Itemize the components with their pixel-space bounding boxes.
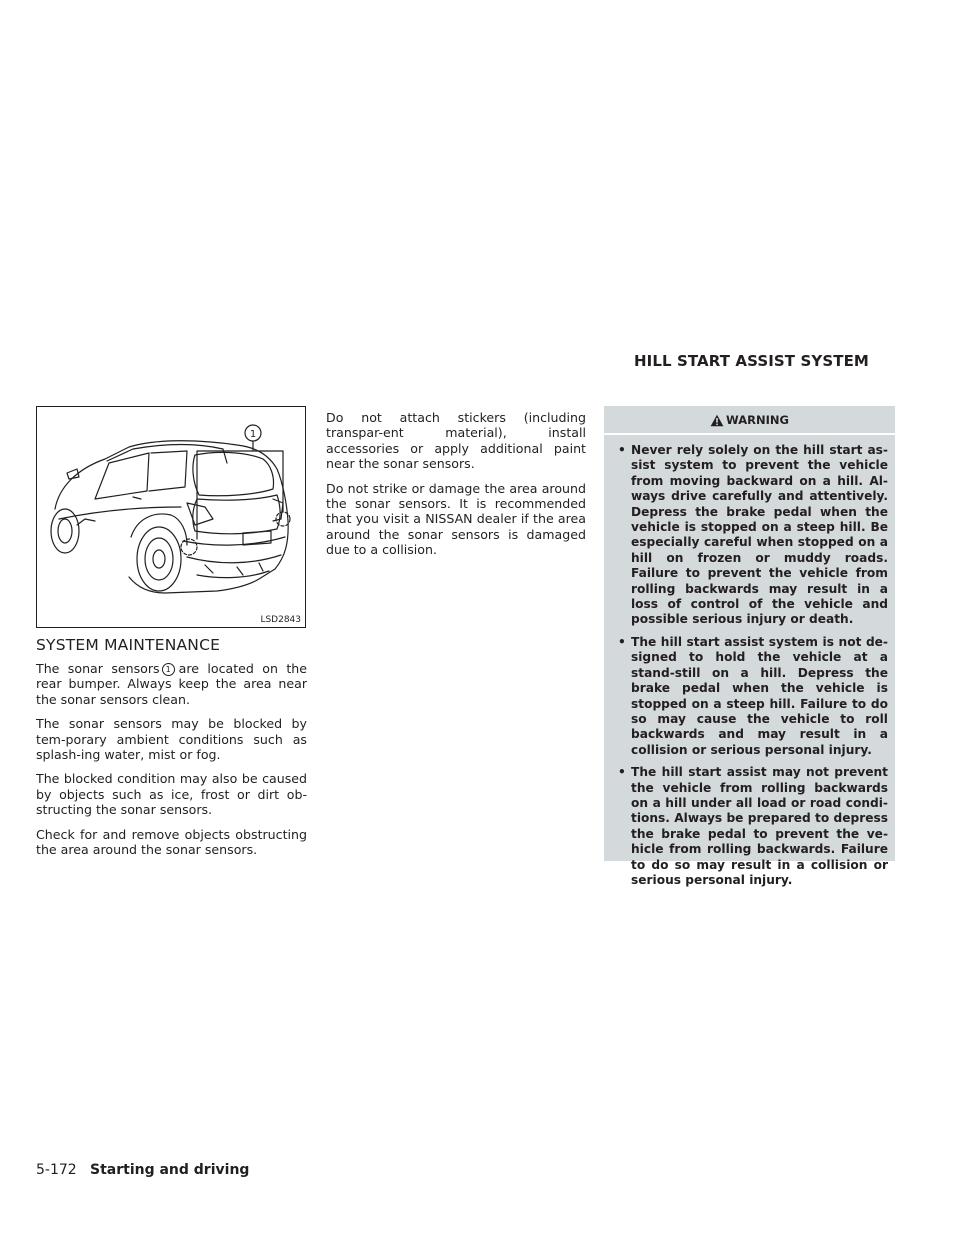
warning-divider [604,433,895,435]
circled-number-icon: 1 [162,663,175,676]
maintenance-text [36,661,307,866]
paragraph-damage: Do not strike or damage the area around the sonar sensors. It is recommended that you visit a NISSAN dealer if the area around the sonar sensors is damaged due to a collision. [326,480,586,558]
paragraph-blocked-condition: The blocked condition may also be caused by objects such as ice, frost or dirt ob-structing the sonar sensors. [36,771,307,818]
sensor-care-text [326,410,586,567]
paragraph-sensor-location [36,661,307,707]
text-span: are located on the rear bumper. Always keep the area near the sonar sensors clean. [36,661,307,707]
paragraph-ambient-conditions: The sonar sensors may be blocked by tem-porary ambient conditions such as splash-ing water, mist or fog. [36,716,307,763]
car-rear-drawing [37,407,306,628]
warning-item-text: The hill start assist may not prevent the vehicle from rolling backwards on a hill under all load or road condi-tions. Always be prepared to depress the brake pedal to prevent the ve-hicle from rolling backwards. Failure to do so may result in a collision or serious personal injury. [631,765,888,887]
warning-list [616,443,888,895]
chapter-title: Starting and driving [90,1162,250,1178]
bullet: • [618,443,626,457]
section-title: SYSTEM MAINTENANCE [36,636,221,654]
warning-item [616,765,888,888]
figure-code: LSD2843 [260,615,301,625]
warning-box [604,406,895,887]
bullet: • [618,765,626,780]
sonar-sensor-illustration [36,406,306,628]
warning-triangle-icon [710,414,724,427]
warning-item-text: The hill start assist system is not de-signed to hold the vehicle at a stand-still on a hill. Depress the brake pedal when the vehicle is stopped on a steep hill. Failure to do so may cause the vehicle to roll backwards and may result in a collision or serious personal injury. [631,634,888,757]
warning-item-text: Never rely solely on the hill start as-sist system to prevent the vehicle from moving backward on a hill. Al-ways drive carefully and attentively. Depress the brake pedal when the vehicle is stopped on a steep hill. Be especially careful when stopped on a hill on frozen or muddy roads. Failure to prevent the vehicle from rolling backwards may result in a loss of control of the vehicle and possible serious injury or death. [631,443,888,627]
warning-item [616,443,888,628]
warning-item [616,635,888,758]
paragraph-remove-objects: Check for and remove objects obstructing the area around the sonar sensors. [36,826,307,858]
page-number: 5-172 [36,1162,77,1178]
hill-start-title: HILL START ASSIST SYSTEM [634,352,869,370]
paragraph-stickers: Do not attach stickers (including transpar-ent material), install accessories or apply additional paint near the sonar sensors. [326,410,586,472]
text-span: The sonar sensors [36,661,160,676]
warning-label: WARNING [726,413,789,427]
callout-number: 1 [249,429,257,440]
bullet: • [618,634,626,649]
warning-header [604,410,895,430]
